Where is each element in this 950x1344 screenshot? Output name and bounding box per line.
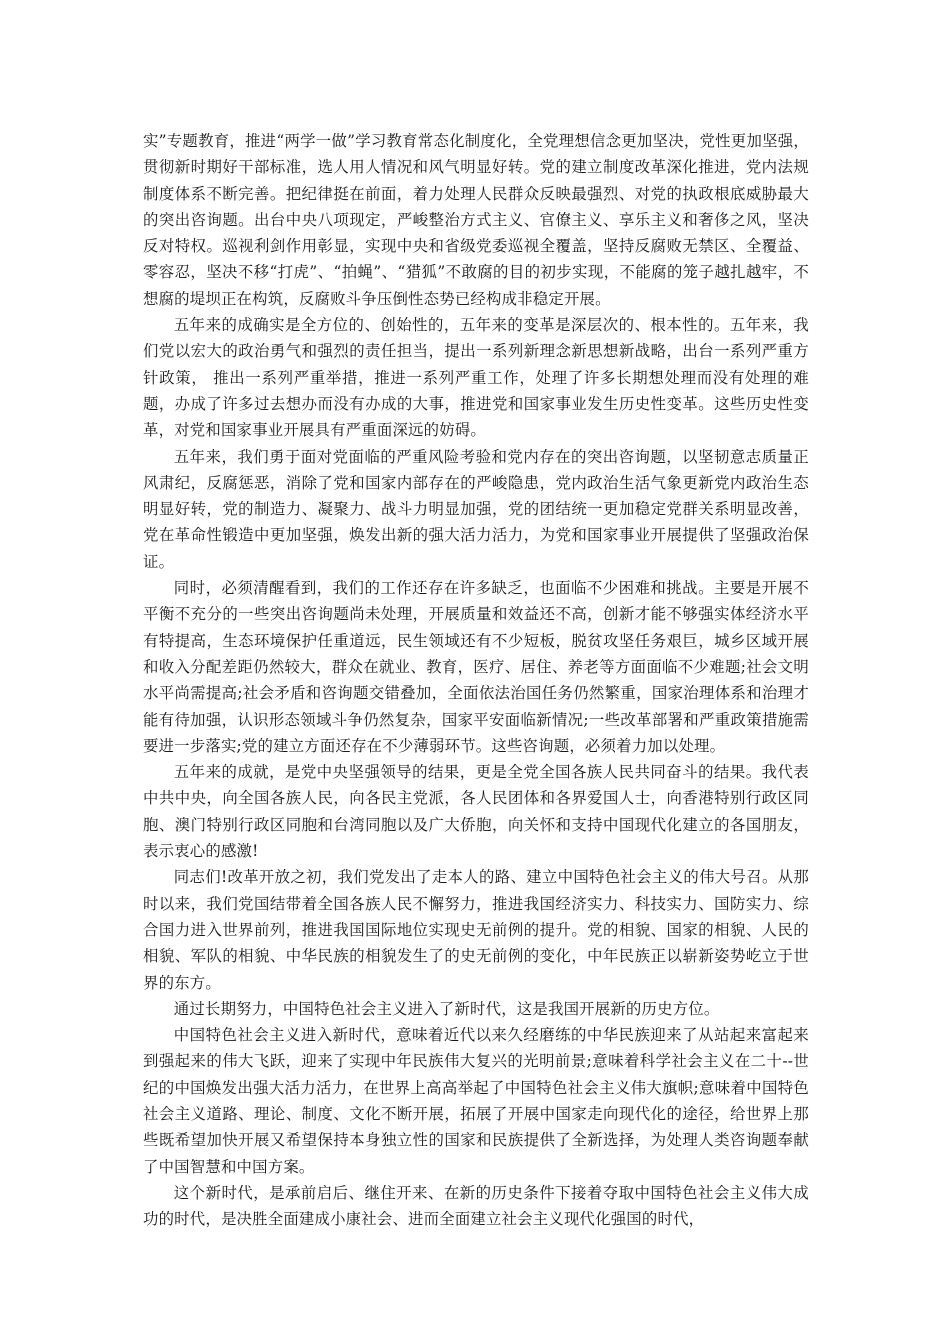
paragraph: 中国特色社会主义进入新时代，意味着近代以来久经磨练的中华民族迎来了从站起来富起来到强起来的伟大飞跃，迎来了实现中年民族伟大复兴的光明前景;意味着科学社会主义在二十--世纪的中国焕发出强大活力活力，在世界上高高举起了中国特色社会主义伟大旗帜;意味着中国特色社会主义道路、理论、制度、文化不断开展，拓展了开展中国家走向现代化的途径，给世界上那些既希望加快开展又希望保持本身独立性的国家和民族提供了全新选择，为处理人类咨询题奉献了中国智慧和中国方案。	[143, 1026, 809, 1176]
document-body	[143, 128, 809, 1232]
paragraph: 五年来的成确实是全方位的、创始性的，五年来的变革是深层次的、根本性的。五年来，我们党以宏大的政治勇气和强烈的责任担当，提出一系列新理念新思想新战略，出台一系列严重方针政策， 推出一系列严重举措，推进一系列严重工作，处理了许多长期想处理而没有处理的难题，办成了许多过去想办而没有办成的大事，推进党和国家事业发生历史性变革。这些历史性变革，对党和国家事业开展具有严重面深远的妨碍。	[143, 316, 809, 440]
paragraph: 实”专题教育，推进“两学一做”学习教育常态化制度化，全党理想信念更加坚决，党性更加坚强，贯彻新时期好干部标准，选人用人情况和风气明显好转。党的建立制度改革深化推进，党内法规制度体系不断完善。把纪律挺在前面，着力处理人民群众反映最强烈、对党的执政根底威胁最大的突出咨询题。出台中央八项现定，严峻整治方式主义、官僚主义、享乐主义和奢侈之风，坚决反对特权。巡视利剑作用彰显，实现中央和省级党委巡视全覆盖，坚持反腐败无禁区、全覆益、零容忍，坚决不移“打虎”、“拍蝇”、“猎狐”不敢腐的目的初步实现，不能腐的笼子越扎越牢，不想腐的堤坝正在构筑，反腐败斗争压倒性态势已经构成非稳定开展。	[143, 132, 809, 308]
paragraph: 同时，必须清醒看到，我们的工作还存在许多缺乏，也面临不少困难和挑战。主要是开展不平衡不充分的一些突出咨询题尚未处理，开展质量和效益还不高，创新才能不够强实体经济水平有特提高，生态环境保护任重道远，民生领域还有不少短板，脱贫攻坚任务艰巨，城乡区域开展和收入分配差距仍然较大，群众在就业、教育，医疗、居住、养老等方面面临不少难题;社会文明水平尚需提高;社会矛盾和咨询题交错叠加，全面依法治国任务仍然繁重，国家治理体系和治理才能有待加强，认识形态领域斗争仍然复杂，国家平安面临新情况;一些改革部署和严重政策措施需要进一步落实;党的建立方面还存在不少薄弱环节。这些咨询题，必须着力加以处理。	[143, 579, 809, 755]
paragraph: 五年来的成就，是党中央坚强领导的结果，更是全党全国各族人民共同奋斗的结果。我代表中共中央，向全国各族人民，向各民主党派，各人民团体和各界爱国人士，向香港特别行政区同胞、澳门特别行政区同胞和台湾同胞以及广大侨胞，向关怀和支持中国现代化建立的各国朋友，表示衷心的感激!	[143, 763, 809, 861]
paragraph: 同志们!改革开放之初，我们党发出了走本人的路、建立中国特色社会主义的伟大号召。从那时以来，我们党国结带着全国各族人民不懈努力，推进我国经济实力、科技实力、国防实力、综合国力进入世界前列，推进我国国际地位实现史无前例的提升。党的相貌、国家的相貌、人民的相貌、军队的相貌、中华民族的相貌发生了的史无前例的变化，中年民族正以崭新姿势屹立于世界的东方。	[143, 868, 809, 992]
paragraph: 通过长期努力，中国特色社会主义进入了新时代，这是我国开展新的历史方位。	[173, 999, 720, 1018]
paragraph: 这个新时代，是承前启后、继住开来、在新的历史条件下接着夺取中国特色社会主义伟大成功的时代，是决胜全面建成小康社会、进而全面建立社会主义现代化强国的时代，	[143, 1183, 809, 1229]
paragraph: 五年来，我们勇于面对党面临的严重风险考验和党内存在的突出咨询题，以坚韧意志质量正风肃纪，反腐惩恶，消除了党和国家内部存在的严峻隐患，党内政治生活气象更新党内政治生态明显好转，党的制造力、凝聚力、战斗力明显加强，党的团结统一更加稳定党群关系明显改善，党在革命性锻造中更加坚强，焕发出新的强大活力活力，为党和国家事业开展提供了坚强政治保证。	[143, 447, 809, 571]
